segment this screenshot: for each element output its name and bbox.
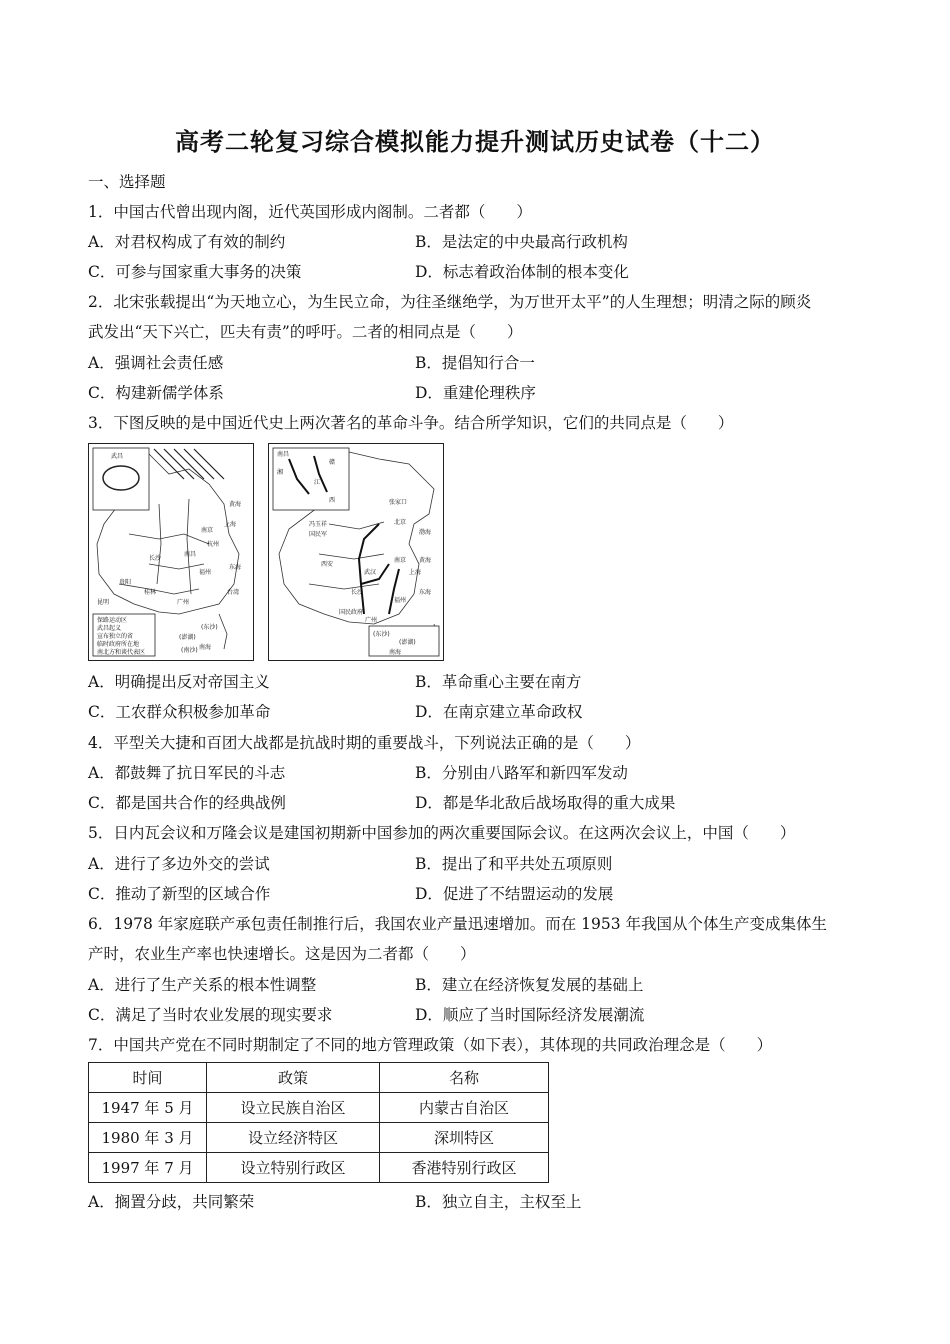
question-7-stem: 7．中国共产党在不同时期制定了不同的地方管理政策（如下表），其体现的共同政治理念是（ ）: [88, 1036, 773, 1054]
map-left-label-wuchang: 武昌: [111, 453, 124, 460]
map-left-label-kunming: 昆明: [97, 599, 110, 606]
map-right-label-zhangjiakou: 张家口: [389, 499, 408, 506]
map-left-label-guangzhou: 广州: [177, 599, 190, 606]
table-header-name: 名称: [380, 1063, 549, 1093]
map-left-label-shanghai: 上海: [224, 521, 237, 528]
map-left-label-guilin: 桂林: [144, 589, 157, 596]
map-left-label-huanghai: 黄海: [229, 501, 242, 508]
q2-option-d[interactable]: D．重建伦理秩序: [415, 384, 536, 402]
map-right-label-guangzhou: 广州: [365, 617, 378, 624]
map-right-label-guominjun: 国民军: [309, 531, 328, 538]
map-right-label-nanhai: 南海: [389, 649, 402, 656]
map-right-label-beijing: 北京: [394, 519, 407, 526]
map-right-label-gan: 赣: [329, 459, 336, 466]
map-left-legend-3: 宣布独立的省: [97, 633, 134, 640]
q1-option-a[interactable]: A．对君权构成了有效的制约: [88, 233, 286, 251]
table-row: [89, 1153, 549, 1183]
q2-option-a[interactable]: A．强调社会责任感: [88, 354, 224, 372]
question-6-stem-line1: 6．1978 年家庭联产承包责任制推行后，我国农业产量迅速增加。而在 1953 年我国从个体生产变成集体生: [88, 915, 828, 933]
map-left-label-nanjing: 南京: [201, 527, 214, 534]
q4-option-b[interactable]: B．分别由八路军和新四军发动: [415, 764, 628, 782]
map-right-label-xiang: 湘: [277, 469, 284, 476]
q2-option-b[interactable]: B．提倡知行合一: [415, 354, 535, 372]
q2-option-c[interactable]: C．构建新儒学体系: [88, 384, 224, 402]
map-right-label-nanchang-inset: 南昌: [277, 451, 290, 458]
map-left-label-nanchang: 南昌: [184, 551, 197, 558]
map-right-label-penghu: (澎湖): [399, 639, 416, 646]
q6-option-c[interactable]: C．满足了当时农业发展的现实要求: [88, 1006, 333, 1024]
q4-option-a[interactable]: A．都鼓舞了抗日军民的斗志: [88, 764, 286, 782]
table-cell-name: 内蒙古自治区: [380, 1093, 549, 1123]
map-left-legend-5: 南北方和谈代表区: [97, 649, 146, 656]
q6-option-a[interactable]: A．进行了生产关系的根本性调整: [88, 976, 317, 994]
map-left-label-dongsha: (东沙): [201, 624, 218, 631]
table-cell-policy: 设立民族自治区: [207, 1093, 380, 1123]
question-2-stem-line1: 2．北宋张载提出“为天地立心，为生民立命，为往圣继绝学，为万世开太平”的人生理想；明清之际的顾炎: [88, 293, 812, 311]
table-cell-time: 1947 年 5 月: [89, 1093, 207, 1123]
question-4-stem: 4．平型关大捷和百团大战都是抗战时期的重要战斗，下列说法正确的是（ ）: [88, 734, 641, 752]
map-right-label-bohai: 渤海: [419, 529, 432, 536]
map-left-label-hangzhou: 杭州: [207, 541, 220, 548]
q6-option-b[interactable]: B．建立在经济恢复发展的基础上: [415, 976, 644, 994]
map-right-label-shanghai: 上海: [409, 569, 422, 576]
map-right-label-changsha: 长沙: [351, 589, 364, 596]
table-header-row: [89, 1063, 549, 1093]
q7-option-b[interactable]: B．独立自主，主权至上: [415, 1193, 582, 1211]
q4-option-d[interactable]: D．都是华北敌后战场取得的重大成果: [415, 794, 676, 812]
q7-option-a[interactable]: A．搁置分歧，共同繁荣: [88, 1193, 255, 1211]
q6-option-d[interactable]: D．顺应了当时国际经济发展潮流: [415, 1006, 645, 1024]
map-right-label-huanghai: 黄海: [419, 557, 432, 564]
map-left-label-guiyang: 贵阳: [119, 579, 132, 586]
table-cell-name: 深圳特区: [380, 1123, 549, 1153]
revolution-map-1911: [88, 443, 254, 661]
map-left-label-fuzhou: 福州: [199, 569, 212, 576]
table-row: [89, 1123, 549, 1153]
northern-expedition-map: [268, 443, 444, 661]
map-right-label-xian: 西安: [321, 561, 334, 568]
q5-option-d[interactable]: D．促进了不结盟运动的发展: [415, 885, 614, 903]
map-left-label-changsha: 长沙: [149, 555, 162, 562]
q4-option-c[interactable]: C．都是国共合作的经典战例: [88, 794, 286, 812]
section-heading: 一、选择题: [88, 173, 166, 191]
table-header-time: 时间: [89, 1063, 207, 1093]
table-cell-policy: 设立特别行政区: [207, 1153, 380, 1183]
map-right-label-nanjing: 南京: [394, 557, 407, 564]
map-left-label-taiwan: 台湾: [227, 589, 240, 596]
q3-option-a[interactable]: A．明确提出反对帝国主义: [88, 673, 270, 691]
q1-option-d[interactable]: D．标志着政治体制的根本变化: [415, 263, 629, 281]
table-cell-time: 1997 年 7 月: [89, 1153, 207, 1183]
question-3-stem: 3．下图反映的是中国近代史上两次著名的革命斗争。结合所学知识，它们的共同点是（ ）: [88, 414, 734, 432]
q5-option-a[interactable]: A．进行了多边外交的尝试: [88, 855, 270, 873]
table-cell-name: 香港特别行政区: [380, 1153, 549, 1183]
map-right-label-fengyuxiang: 冯玉祥: [309, 521, 328, 528]
q3-option-d[interactable]: D．在南京建立革命政权: [415, 703, 583, 721]
table-row: [89, 1093, 549, 1123]
map-left-legend-1: 保路运动区: [97, 617, 128, 624]
map-right-label-fuzhou: 福州: [394, 597, 407, 604]
question-6-stem-line2: 产时，农业生产率也快速增长。这是因为二者都（ ）: [88, 945, 476, 963]
map-left-label-penghu: (澎湖): [179, 634, 196, 641]
table-header-policy: 政策: [207, 1063, 380, 1093]
map-right-label-donghai: 东海: [419, 589, 432, 596]
q3-option-b[interactable]: B．革命重心主要在南方: [415, 673, 582, 691]
question-1-stem: 1．中国古代曾出现内阁，近代英国形成内阁制。二者都（ ）: [88, 203, 532, 221]
map-right-label-guomin-zhengfu: 国民政府: [339, 609, 364, 616]
q1-option-c[interactable]: C．可参与国家重大事务的决策: [88, 263, 302, 281]
map-right-label-jiang: 江: [314, 479, 321, 486]
map-left-legend-4: 临时政府所在地: [97, 641, 140, 648]
q1-option-b[interactable]: B．是法定的中央最高行政机构: [415, 233, 628, 251]
q5-option-c[interactable]: C．推动了新型的区域合作: [88, 885, 271, 903]
page-title: 高考二轮复习综合模拟能力提升测试历史试卷（十二）: [175, 127, 775, 156]
map-left-label-nanhai: 南海: [199, 644, 212, 651]
map-left-label-donghai: 东海: [229, 564, 242, 571]
map-left-label-nansha: (南沙): [181, 647, 198, 654]
map-right-label-xi: 西: [329, 497, 336, 504]
table-cell-time: 1980 年 3 月: [89, 1123, 207, 1153]
map-right-label-dongsha: (东沙): [373, 631, 390, 638]
question-5-stem: 5．日内瓦会议和万隆会议是建国初期新中国参加的两次重要国际会议。在这两次会议上，中国（ ）: [88, 824, 796, 842]
map-right-label-wuhan: 武汉: [364, 569, 377, 576]
table-cell-policy: 设立经济特区: [207, 1123, 380, 1153]
q5-option-b[interactable]: B．提出了和平共处五项原则: [415, 855, 613, 873]
map-left-legend-2: 武昌起义: [97, 625, 122, 632]
policy-table: [88, 1062, 549, 1183]
q3-option-c[interactable]: C．工农群众积极参加革命: [88, 703, 271, 721]
question-2-stem-line2: 武发出“天下兴亡，匹夫有责”的呼吁。二者的相同点是（ ）: [88, 323, 523, 341]
